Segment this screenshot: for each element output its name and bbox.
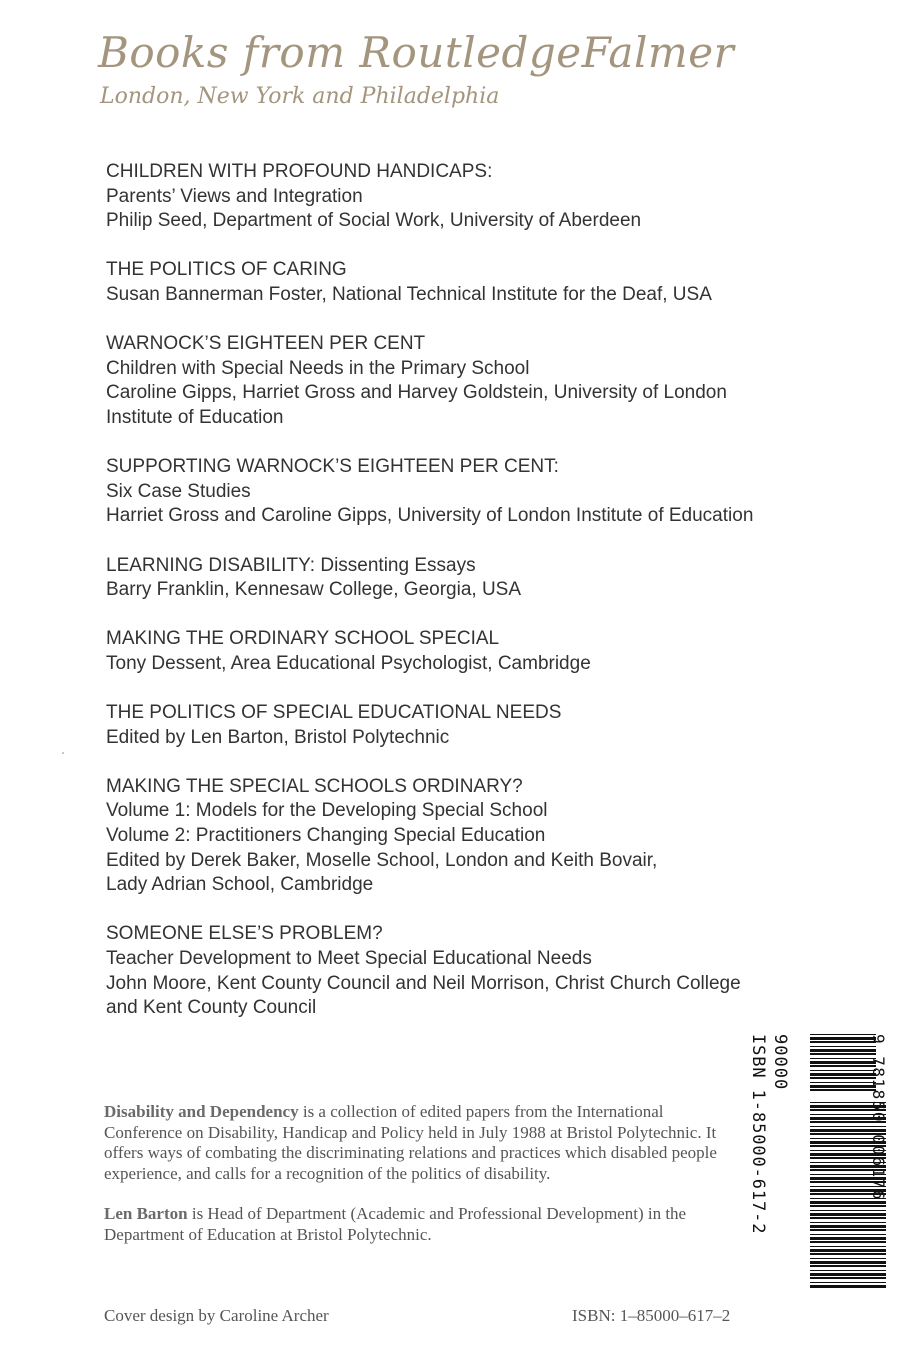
barcode-bar bbox=[810, 1070, 876, 1071]
book-detail-line: Teacher Development to Meet Special Educational Needs bbox=[106, 948, 592, 969]
publisher-cities: London, New York and Philadelphia bbox=[100, 84, 500, 109]
author-bio-text: is Head of Department (Academic and Professional Development) in the Department of Education at Bristol Polytechnic. bbox=[104, 1204, 687, 1244]
barcode-bar bbox=[810, 1249, 886, 1252]
book-entry bbox=[106, 332, 846, 430]
book-title: THE POLITICS OF CARING bbox=[106, 259, 347, 281]
barcode-isbn-text: ISBN 1-85000-617-2 bbox=[748, 1034, 768, 1235]
barcode-bar bbox=[810, 1234, 886, 1235]
barcode-bar bbox=[810, 1058, 876, 1059]
barcode-addon-text: 90000 bbox=[770, 1034, 790, 1091]
scan-speck bbox=[62, 752, 64, 754]
book-detail-line: Edited by Derek Baker, Moselle School, London and Keith Bovair, bbox=[106, 849, 658, 871]
barcode-bar bbox=[810, 1082, 876, 1083]
barcode-ean-text: 9 781850 006176 bbox=[869, 1034, 888, 1201]
book-detail-line: Harriet Gross and Caroline Gipps, University of London Institute of Education bbox=[106, 505, 754, 527]
book-detail-line: Susan Bannerman Foster, National Technical Institute for the Deaf, USA bbox=[106, 283, 712, 305]
barcode-bar bbox=[810, 1217, 886, 1219]
barcode-bar bbox=[810, 1229, 886, 1231]
barcode-bar bbox=[810, 1237, 886, 1240]
barcode-bar bbox=[810, 1265, 886, 1267]
barcode-bar bbox=[810, 1285, 886, 1288]
barcode-bar bbox=[810, 1241, 886, 1243]
book-entry bbox=[106, 922, 846, 1020]
description-text: is a collection of edited papers from the International Conference on Disability, Handicap and Policy held in July 1988 at Bristol Polytechnic. It offers ways of combating the discriminating relations and practices which disabled people experience, and calls for a recognition of the politics of disability. bbox=[104, 1102, 717, 1183]
book-title: LEARNING DISABILITY: Dissenting Essays bbox=[106, 554, 476, 576]
barcode-bar bbox=[810, 1073, 876, 1076]
barcode-bar bbox=[810, 1210, 886, 1211]
book-title: MAKING THE ORDINARY SCHOOL SPECIAL bbox=[106, 628, 500, 650]
book-title: SUPPORTING WARNOCK’S EIGHTEEN PER CENT: bbox=[106, 456, 559, 478]
barcode-bar bbox=[810, 1085, 876, 1088]
barcode-bar bbox=[810, 1053, 876, 1055]
barcode-bar bbox=[810, 1225, 886, 1228]
barcode-bar bbox=[810, 1282, 886, 1283]
book-detail-line: and Kent County Council bbox=[106, 997, 317, 1019]
barcode-bar bbox=[810, 1034, 876, 1035]
author-bio-paragraph bbox=[104, 1204, 744, 1245]
book-detail-line: Institute of Education bbox=[106, 406, 284, 428]
book-title-bold: Disability and Dependency bbox=[104, 1102, 299, 1121]
book-entry bbox=[106, 775, 846, 898]
barcode-bar bbox=[810, 1222, 886, 1223]
publisher-heading: Books from RoutledgeFalmer bbox=[98, 28, 735, 77]
book-detail-line: Lady Adrian School, Cambridge bbox=[106, 874, 374, 896]
barcode-bar bbox=[810, 1065, 876, 1067]
book-detail-line: Six Case Studies bbox=[106, 480, 251, 502]
barcode-bar bbox=[810, 1277, 886, 1279]
book-detail-line: Caroline Gipps, Harriet Gross and Harvey Goldstein, University of London bbox=[106, 382, 727, 404]
author-name-bold: Len Barton bbox=[104, 1204, 188, 1224]
barcode-bar bbox=[810, 1261, 886, 1264]
barcode-bar bbox=[810, 1049, 876, 1052]
book-title: CHILDREN WITH PROFOUND HANDICAPS: bbox=[106, 161, 493, 182]
barcode-bar bbox=[810, 1041, 876, 1043]
book-detail-line: Tony Dessent, Area Educational Psychologist, Cambridge bbox=[106, 652, 591, 674]
book-detail-line: Barry Franklin, Kennesaw College, Georgia, USA bbox=[106, 579, 522, 601]
book-detail-line: Volume 2: Practitioners Changing Special Education bbox=[106, 825, 546, 847]
description-paragraph bbox=[104, 1102, 744, 1184]
book-title: WARNOCK’S EIGHTEEN PER CENT bbox=[106, 333, 426, 355]
book-detail-line: Children with Special Needs in the Primary School bbox=[106, 357, 530, 379]
book-entry bbox=[106, 554, 846, 603]
book-entry bbox=[106, 701, 846, 750]
barcode-bar bbox=[810, 1089, 876, 1091]
barcode-bar bbox=[810, 1046, 876, 1047]
barcode-bar bbox=[810, 1246, 886, 1247]
book-detail-line: Parents’ Views and Integration bbox=[106, 185, 363, 207]
book-list bbox=[106, 160, 846, 1045]
book-detail-line: Volume 1: Models for the Developing Special School bbox=[106, 800, 548, 822]
isbn-footer: ISBN: 1–85000–617–2 bbox=[572, 1306, 731, 1325]
book-description bbox=[104, 1102, 744, 1246]
barcode-bar bbox=[810, 1273, 886, 1276]
book-detail-line: Philip Seed, Department of Social Work, University of Aberdeen bbox=[106, 210, 642, 232]
barcode-bar bbox=[810, 1253, 886, 1255]
barcode-bar bbox=[810, 1205, 886, 1207]
book-detail-line: John Moore, Kent County Council and Neil Morrison, Christ Church College bbox=[106, 972, 741, 994]
barcode-bar bbox=[810, 1077, 876, 1079]
barcode-bar bbox=[810, 1270, 886, 1271]
book-title: THE POLITICS OF SPECIAL EDUCATIONAL NEEDS bbox=[106, 702, 562, 724]
barcode-bar bbox=[810, 1061, 876, 1064]
book-title: MAKING THE SPECIAL SCHOOLS ORDINARY? bbox=[106, 775, 523, 797]
barcode-bar bbox=[810, 1258, 886, 1259]
book-detail-line: Edited by Len Barton, Bristol Polytechnic bbox=[106, 726, 450, 748]
book-entry bbox=[106, 455, 846, 529]
book-title: SOMEONE ELSE’S PROBLEM? bbox=[106, 923, 383, 945]
book-entry bbox=[106, 160, 846, 234]
barcode-bar bbox=[810, 1037, 876, 1040]
barcode-bar bbox=[810, 1213, 886, 1216]
book-entry bbox=[106, 627, 846, 676]
barcode-bar bbox=[810, 1201, 886, 1204]
book-entry bbox=[106, 258, 846, 307]
cover-design-credit: Cover design by Caroline Archer bbox=[104, 1306, 329, 1325]
